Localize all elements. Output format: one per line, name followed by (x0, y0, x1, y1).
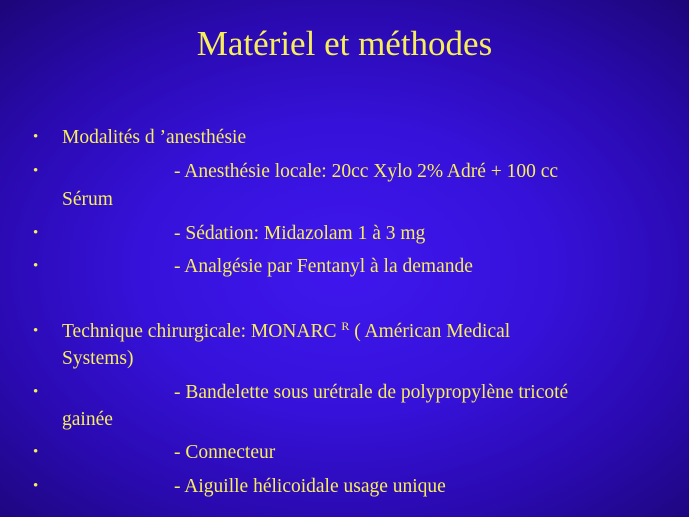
registered-superscript: R (341, 319, 350, 333)
bullet-text: - Analgésie par Fentanyl à la demande (174, 256, 473, 277)
bullet-item (0, 124, 689, 151)
slide-title: Matériel et méthodes (196, 24, 493, 63)
bullet-item (0, 158, 689, 185)
bullet-item (0, 253, 689, 280)
bullet-text: Systems) (62, 348, 134, 369)
bullet-icon: • (33, 163, 39, 179)
bullet-item (0, 473, 689, 500)
bullet-continuation (0, 406, 689, 433)
bullet-text: gainée (62, 409, 113, 430)
bullet-icon: • (33, 129, 39, 145)
bullet-icon: • (33, 258, 39, 274)
bullet-icon: • (33, 478, 39, 494)
bullet-item (0, 379, 689, 406)
bullet-text: - Bandelette sous urétrale de polypropylène tricoté (174, 382, 569, 403)
bullet-text: - Anesthésie locale: 20cc Xylo 2% Adré + 100 cc (174, 161, 559, 182)
bullet-icon: • (33, 384, 39, 400)
bullet-continuation (0, 345, 689, 372)
bullet-text: Sérum (62, 189, 113, 210)
bullet-text: - Aiguille hélicoidale usage unique (174, 476, 446, 497)
bullet-icon: • (33, 444, 39, 460)
technique-label: Technique chirurgicale: MONARC (62, 321, 337, 342)
bullet-text: - Sédation: Midazolam 1 à 3 mg (174, 223, 426, 244)
bullet-text (62, 318, 510, 345)
bullet-icon: • (33, 323, 39, 339)
bullet-item (0, 220, 689, 247)
bullet-continuation (0, 186, 689, 213)
technique-manufacturer: ( Américan Medical (349, 321, 511, 342)
bullet-item (0, 439, 689, 466)
bullet-text: Modalités d ’anesthésie (62, 127, 247, 148)
bullet-item (0, 318, 689, 345)
bullet-icon: • (33, 225, 39, 241)
bullet-text: - Connecteur (174, 442, 276, 463)
